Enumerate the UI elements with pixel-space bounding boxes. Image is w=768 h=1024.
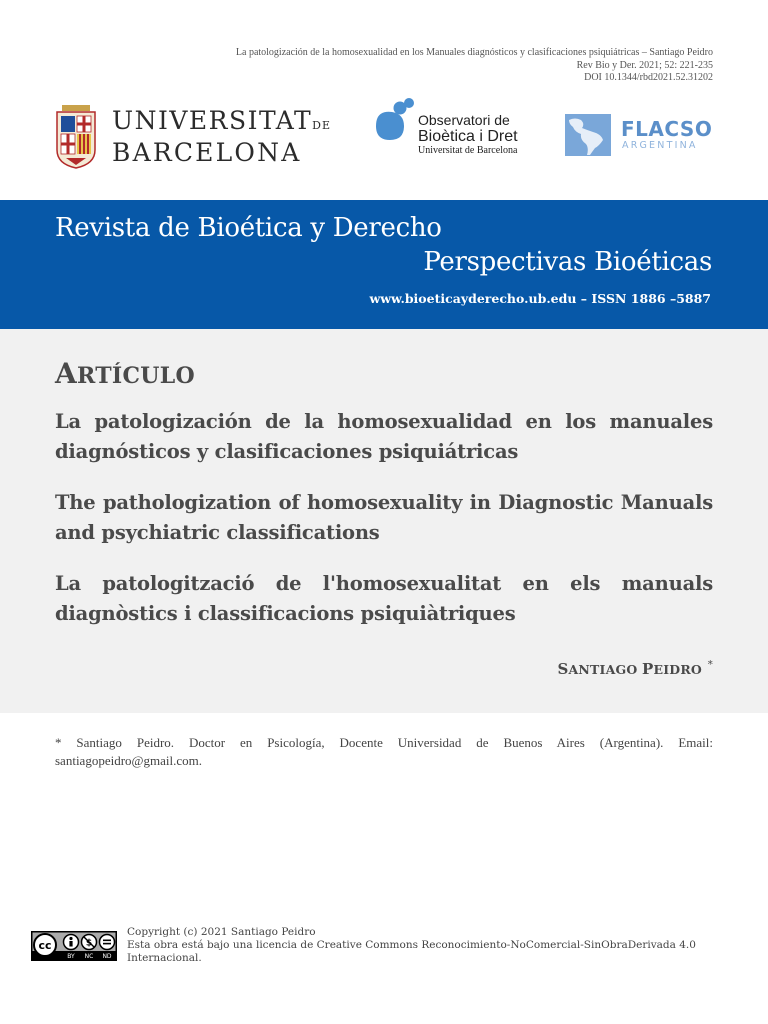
svg-text:$: $ [85,938,93,949]
license-line2: Esta obra está bajo una licencia de Creative Commons Reconocimiento-NoComercial-SinObraDerivada 4.0 [127,939,696,951]
observatori-line1: Observatori de [418,112,510,128]
author-first-initial: S [557,660,569,678]
ub-wordmark-line1: UNIVERSITAT [112,106,313,135]
journal-banner [0,200,768,329]
flacso-argentina-logo [565,114,715,158]
author-first-rest: ANTIAGO [568,662,643,677]
observatori-mark-icon [374,98,416,142]
running-head-citation: Rev Bio y Der. 2021; 52: 221-235 [576,59,713,71]
observatori-line3: Universitat de Barcelona [418,145,518,156]
ub-wordmark-de: DE [312,119,331,132]
observatori-line2: Bioètica i Dret [418,128,518,145]
observatori-bioetica-logo [374,98,544,162]
section-label-initial: A [55,357,78,390]
author-name [557,659,713,678]
cc-nd-label: ND [102,953,112,960]
americas-map-icon [565,114,611,156]
cc-nc-label: NC [84,953,94,960]
ub-wordmark [112,108,331,167]
section-label-rest: RTÍCULO [77,363,196,389]
journal-website-issn[interactable]: www.bioeticayderecho.ub.edu – ISSN 1886 –5887 [369,291,711,306]
flacso-country: ARGENTINA [622,140,698,151]
running-head-doi: DOI 10.1344/rbd2021.52.31202 [584,72,713,83]
author-last-initial: P [642,660,654,678]
journal-title: Revista de Bioética y Derecho [55,213,442,243]
author-footnote-mark: * [707,659,713,671]
license-line3: Internacional. [127,952,202,964]
observatori-wordmark [418,112,518,157]
section-label [55,357,195,390]
svg-text:cc: cc [38,939,52,952]
ub-wordmark-line2: BARCELONA [112,138,302,167]
universitat-barcelona-logo [54,102,331,170]
flacso-name: FLACSO [621,117,713,141]
article-header-panel [0,329,768,713]
cc-by-label: BY [67,953,75,960]
creative-commons-license-icon[interactable] [31,931,117,961]
license-copyright: Copyright (c) 2021 Santiago Peidro [127,926,316,938]
article-title-spanish: La patologización de la homosexualidad en los manuales diagnósticos y clasificaciones psiquiátricas [55,410,713,463]
author-footnote: * Santiago Peidro. Doctor en Psicología, Docente Universidad de Buenos Aires (Argentina). Email: santiagopeidro@gmail.com. [55,735,713,768]
running-head-title: La patologización de la homosexualidad en los Manuales diagnósticos y clasificaciones psiquiátricas – Santiago Peidro [235,47,713,58]
author-last-rest: EIDRO [653,662,703,677]
running-head [236,47,713,85]
article-title-english: The pathologization of homosexuality in Diagnostic Manuals and psychiatric classifications [55,491,713,544]
license-text [127,926,727,965]
article-title-catalan: La patologització de l'homosexualitat en els manuals diagnòstics i classificacions psiquiàtriques [55,572,713,625]
ub-shield-icon [54,102,98,170]
journal-subtitle: Perspectivas Bioéticas [423,247,712,277]
